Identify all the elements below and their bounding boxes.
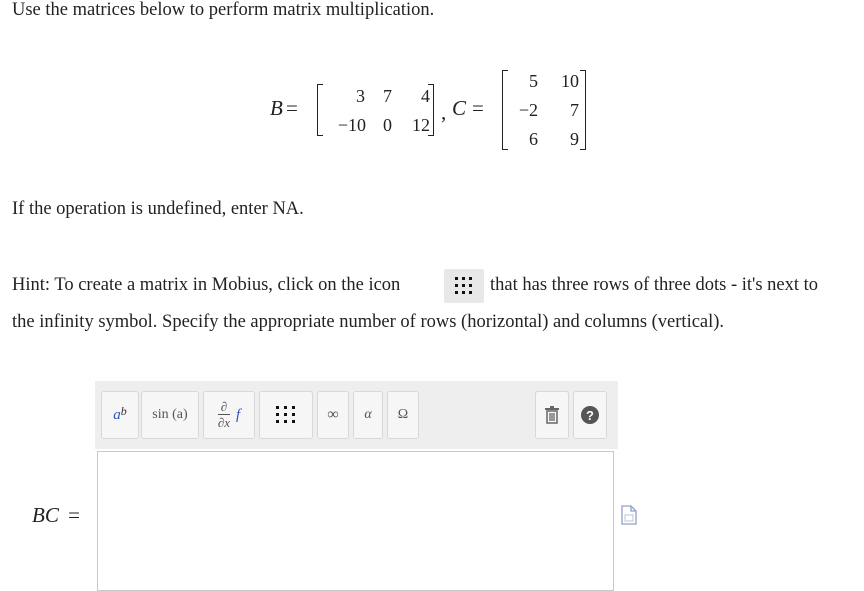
matrix-b-cell: 0 xyxy=(383,115,392,135)
superscript-button[interactable] xyxy=(101,391,139,439)
answer-input[interactable] xyxy=(97,451,614,591)
matrix-c-cell: 6 xyxy=(529,129,538,149)
matrix-b-cell: 12 xyxy=(412,115,430,135)
equals-sign: = xyxy=(286,96,298,120)
alpha-icon: α xyxy=(364,407,372,422)
omega-icon: Ω xyxy=(397,407,409,422)
matrix-b-right-bracket xyxy=(428,84,434,136)
hint-text-start: Hint: To create a matrix in Mobius, click on the icon xyxy=(12,275,401,295)
equation-toolbar xyxy=(95,381,618,449)
answer-label-text: BC xyxy=(32,503,59,527)
matrix-b-cell: 7 xyxy=(383,86,392,106)
comma: , xyxy=(441,100,447,124)
matrix-b-cell: −10 xyxy=(337,115,366,135)
matrix-b-cell: 4 xyxy=(421,86,430,106)
matrix-c-cell: 5 xyxy=(529,71,538,91)
instructions: Use the matrices below to perform matrix multiplication. xyxy=(12,0,435,20)
help-button[interactable] xyxy=(573,391,607,439)
answer-label xyxy=(32,503,80,528)
hint-text-line2: the infinity symbol. Specify the appropriate number of rows (horizontal) and columns (vertical). xyxy=(12,312,725,332)
derivative-function: f xyxy=(236,406,241,423)
infinity-icon: ∞ xyxy=(327,406,339,423)
clear-button[interactable] xyxy=(535,391,569,439)
hint-text-end: that has three rows of three dots - it's next to xyxy=(490,275,819,295)
trash-icon xyxy=(544,406,560,424)
derivative-numerator: ∂ xyxy=(220,399,228,414)
function-button[interactable] xyxy=(141,391,199,439)
matrix-c-cell: 10 xyxy=(561,71,579,91)
greek-alpha-button[interactable] xyxy=(353,391,383,439)
matrix-c-cell: −2 xyxy=(518,100,538,120)
superscript-base: a xyxy=(113,406,121,423)
derivative-denominator: ∂x xyxy=(217,415,231,430)
matrix-c-left-bracket xyxy=(502,70,508,150)
matrix-c-right-bracket xyxy=(580,70,586,150)
answer-equals: = xyxy=(68,503,80,527)
matrix-b-left-bracket xyxy=(317,84,323,136)
function-label: sin (a) xyxy=(152,407,188,422)
infinity-button[interactable] xyxy=(317,391,349,439)
matrix-b-cell: 3 xyxy=(356,86,365,106)
matrix-dots-icon xyxy=(273,404,299,426)
derivative-button[interactable] xyxy=(203,391,255,439)
help-icon: ? xyxy=(581,406,599,424)
matrix-b-name: B xyxy=(270,96,283,120)
matrix-button[interactable] xyxy=(259,391,313,439)
matrix-c-name: C xyxy=(452,96,467,120)
matrix-dots-icon xyxy=(444,269,484,303)
symbols-omega-button[interactable] xyxy=(387,391,419,439)
undefined-note: If the operation is undefined, enter NA. xyxy=(12,199,304,219)
matrix-c-cell: 9 xyxy=(570,129,579,149)
matrix-c-cell: 7 xyxy=(570,100,579,120)
document-preview-icon[interactable] xyxy=(621,505,637,530)
equals-sign: = xyxy=(472,96,484,120)
superscript-exp: b xyxy=(120,403,127,418)
